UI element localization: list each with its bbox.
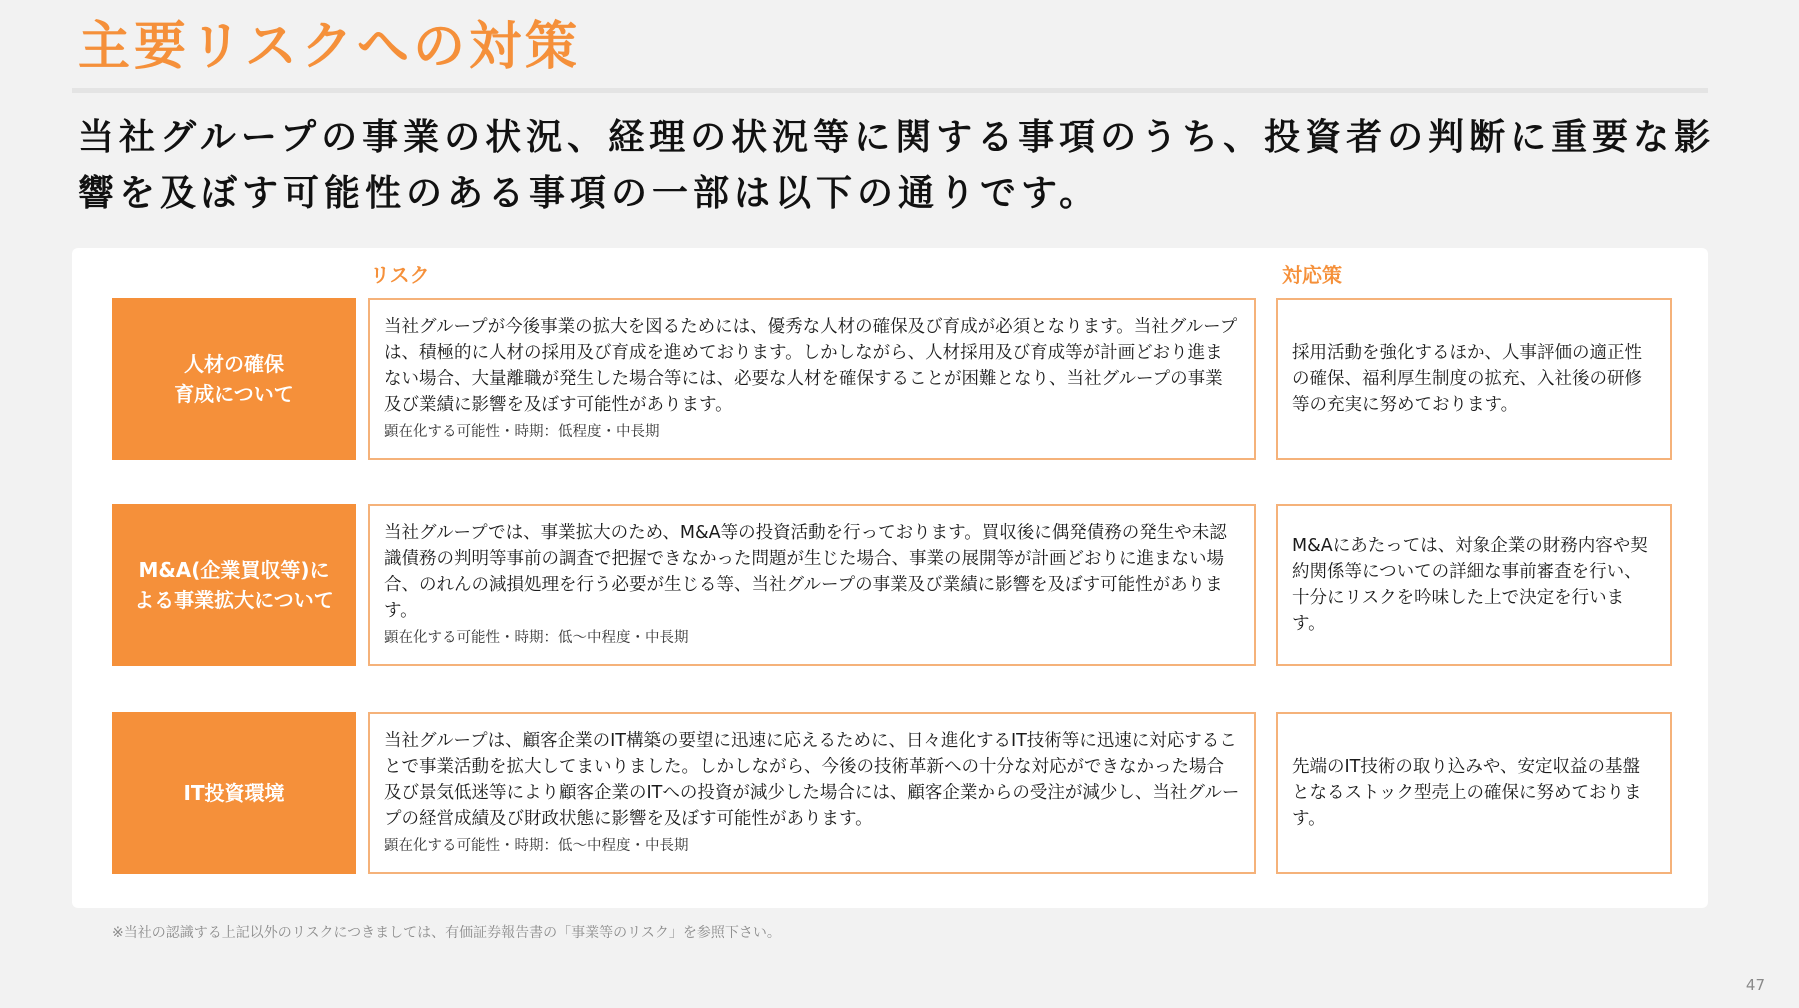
risk-row <box>112 298 1672 460</box>
countermeasure-box <box>1276 298 1672 460</box>
risk-row <box>112 504 1672 666</box>
countermeasure-text: M&Aにあたっては、対象企業の財務内容や契約関係等についての詳細な事前審査を行い、十分にリスクを吟味した上で決定を行います。 <box>1292 536 1648 634</box>
risk-description-box <box>368 298 1256 460</box>
page-title: 主要リスクへの対策 <box>78 17 581 77</box>
risk-table-panel <box>72 248 1708 908</box>
risk-description: 当社グループでは、事業拡大のため、M&A等の投資活動を行っております。買収後に偶発債務の発生や未認識債務の判明等事前の調査で把握できなかった問題が生じた場合、事業の展開等が計画どおりに進まない場合、のれんの減損処理を行う必要が生じる等、当社グループの事業及び業績に影響を及ぼす可能性があります。 <box>384 523 1227 621</box>
footnote: ※当社の認識する上記以外のリスクにつきましては、有価証券報告書の「事業等のリスク」を参照下さい。 <box>112 925 781 941</box>
risk-description: 当社グループは、顧客企業のIT構築の要望に迅速に応えるために、日々進化するIT技術等に迅速に対応することで事業活動を拡大してまいりました。しかしながら、今後の技術革新への十分な対応ができなかった場合及び景気低迷等により顧客企業のITへの投資が減少した場合には、顧客企業からの受注が減少し、当社グループの経営成績及び財政状態に影響を及ぼす可能性があります。 <box>384 731 1240 829</box>
risk-description-box <box>368 504 1256 666</box>
risk-category-label: 人材の確保 育成について <box>112 298 356 460</box>
countermeasure-box <box>1276 712 1672 874</box>
risk-likelihood: 顕在化する可能性・時期：低〜中程度・中長期 <box>384 630 689 646</box>
countermeasure-box <box>1276 504 1672 666</box>
countermeasure-text: 採用活動を強化するほか、人事評価の適正性の確保、福利厚生制度の拡充、入社後の研修等の充実に努めております。 <box>1292 343 1642 415</box>
risk-category-label: IT投資環境 <box>112 712 356 874</box>
lead-text: 当社グループの事業の状況、経理の状況等に関する事項のうち、投資者の判断に重要な影響を及ぼす可能性のある事項の一部は以下の通りです。 <box>78 117 1716 214</box>
column-header-risk: リスク <box>370 263 430 287</box>
risk-description: 当社グループが今後事業の拡大を図るためには、優秀な人材の確保及び育成が必須となります。当社グループは、積極的に人材の採用及び育成を進めております。しかしながら、人材採用及び育成等が計画どおり進まない場合、大量離職が発生した場合等には、必要な人材を確保することが困難となり、当社グループの事業及び業績に影響を及ぼす可能性があります。 <box>384 317 1238 415</box>
risk-description-box <box>368 712 1256 874</box>
countermeasure-text: 先端のIT技術の取り込みや、安定収益の基盤となるストック型売上の確保に努めております。 <box>1292 757 1642 829</box>
risk-likelihood: 顕在化する可能性・時期：低程度・中長期 <box>384 424 660 440</box>
title-divider <box>72 88 1708 93</box>
risk-likelihood: 顕在化する可能性・時期：低〜中程度・中長期 <box>384 838 689 854</box>
risk-row <box>112 712 1672 874</box>
column-header-action: 対応策 <box>1282 263 1342 287</box>
page-number: 47 <box>1745 976 1765 994</box>
risk-category-label: M&A(企業買収等)に よる事業拡大について <box>112 504 356 666</box>
